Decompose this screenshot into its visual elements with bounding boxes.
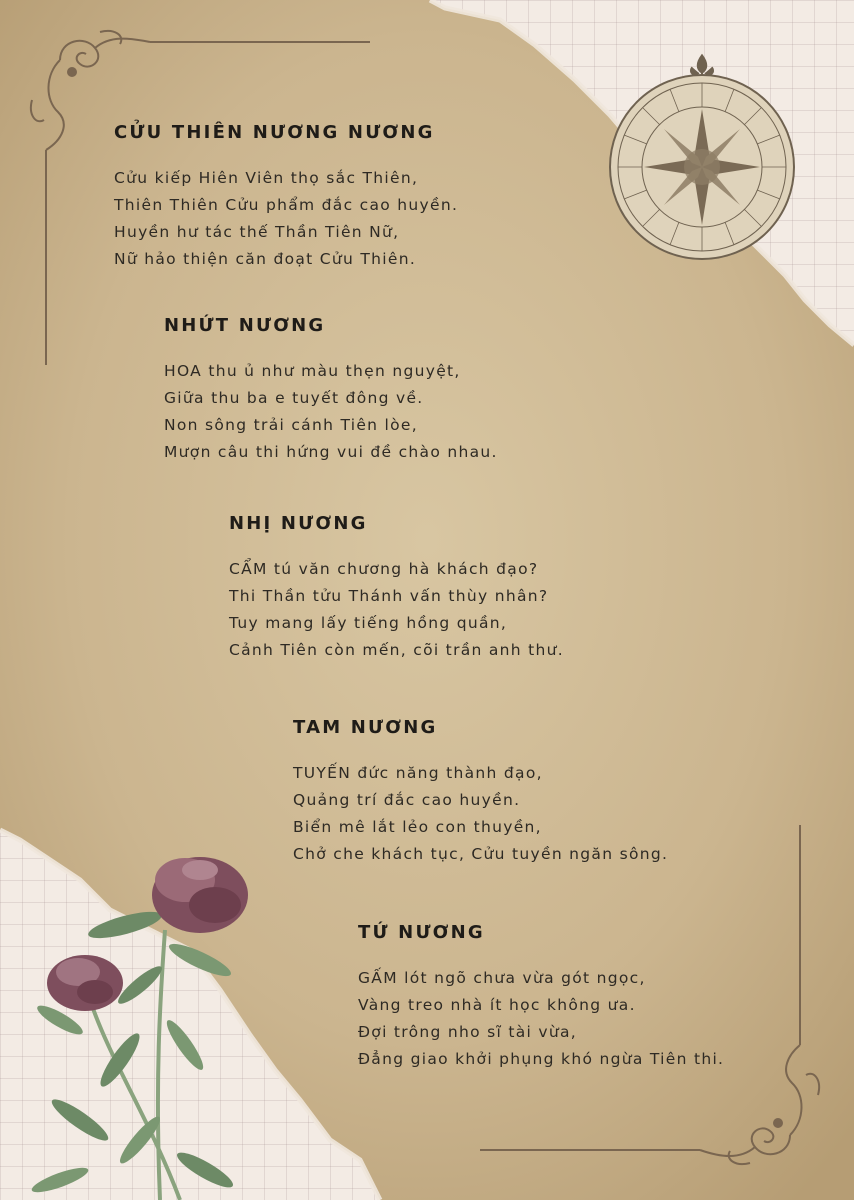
poem-line: Chở che khách tục, Cửu tuyền ngăn sông. [293, 845, 669, 863]
poem-line: Mượn câu thi hứng vui đề chào nhau. [164, 443, 498, 461]
poem-line: Quảng trí đắc cao huyền. [293, 791, 521, 809]
poem-title: TAM NƯƠNG [293, 717, 438, 738]
poem-line: CẨM tú văn chương hà khách đạo? [229, 560, 539, 578]
poem-title: CỬU THIÊN NƯƠNG NƯƠNG [114, 122, 435, 143]
poem-line: Non sông trải cánh Tiên lòe, [164, 416, 418, 434]
poem-line: TUYẾN đức năng thành đạo, [293, 764, 543, 782]
poem-line: Cửu kiếp Hiên Viên thọ sắc Thiên, [114, 169, 419, 187]
poem-line: HOA thu ủ như màu thẹn nguyệt, [164, 362, 461, 380]
poem-title: TỨ NƯƠNG [358, 922, 485, 943]
compass-rose-icon [610, 55, 794, 259]
poem-title: NHỨT NƯƠNG [164, 315, 326, 336]
poem-line: Cảnh Tiên còn mến, cõi trần anh thư. [229, 641, 565, 659]
poem-line: Biển mê lắt lẻo con thuyền, [293, 818, 542, 836]
poem-line: GẤM lót ngõ chưa vừa gót ngọc, [358, 969, 646, 987]
poem-block-cuu-thien [114, 122, 458, 273]
poem-title: NHỊ NƯƠNG [229, 513, 368, 534]
poem-line: Thi Thần tửu Thánh vấn thùy nhân? [229, 587, 549, 605]
poem-line: Thiên Thiên Cửu phẩm đắc cao huyền. [114, 196, 459, 214]
poem-line: Nữ hảo thiện căn đoạt Cửu Thiên. [114, 250, 417, 268]
poem-block-nhut-nuong [164, 315, 498, 466]
poem-block-nhi-nuong [229, 513, 564, 664]
poem-line: Đợi trông nho sĩ tài vừa, [358, 1023, 578, 1041]
poem-line: Vàng treo nhà ít học không ưa. [358, 996, 636, 1014]
poem-block-tam-nuong [293, 717, 668, 868]
poem-line: Tuy mang lấy tiếng hồng quần, [229, 614, 508, 632]
poem-line: Đẳng giao khởi phụng khó ngừa Tiên thi. [358, 1050, 725, 1068]
poem-line: Huyền hư tác thế Thần Tiên Nữ, [114, 223, 400, 241]
poem-line: Giữa thu ba e tuyết đông về. [164, 389, 424, 407]
poem-block-tu-nuong [358, 922, 724, 1073]
